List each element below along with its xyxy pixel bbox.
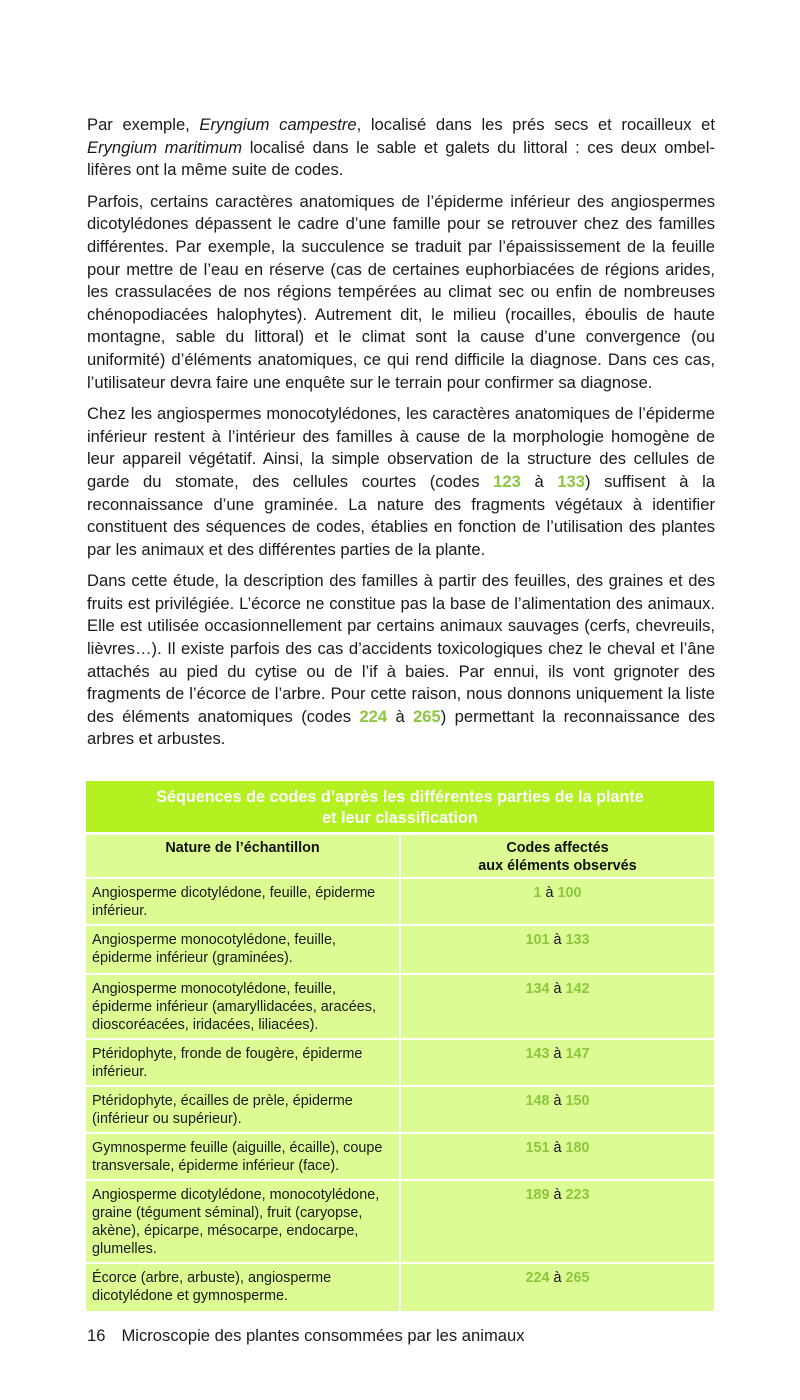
p4-text-3: ) permettant la reconnaissance des arbres et arbustes. bbox=[87, 706, 715, 749]
code-range bbox=[400, 1263, 714, 1311]
code-sep: à bbox=[553, 1187, 562, 1203]
table-row bbox=[86, 1039, 714, 1086]
p1-text-2: , localisé dans les prés secs et rocailleux et bbox=[356, 115, 715, 134]
table-row bbox=[86, 1086, 714, 1133]
column-header-nature: Nature de l’échantillon bbox=[86, 834, 400, 879]
body-text bbox=[87, 114, 715, 760]
p3-text-2: à bbox=[520, 471, 558, 491]
code-sep: à bbox=[553, 1270, 562, 1286]
table-title-line-1: Séquences de codes d’après les différentes parties de la plante bbox=[156, 788, 644, 806]
p1-species-1: Eryngium campestre bbox=[199, 115, 357, 134]
code-to: 180 bbox=[565, 1140, 590, 1156]
code-range bbox=[400, 1133, 714, 1180]
code-from: 101 bbox=[525, 932, 550, 948]
code-from: 224 bbox=[525, 1270, 550, 1286]
code-to: 100 bbox=[557, 885, 582, 901]
code-from: 143 bbox=[525, 1046, 550, 1062]
code-to: 223 bbox=[565, 1187, 590, 1203]
p1-text-1: Par exemple, bbox=[87, 115, 200, 134]
code-from: 189 bbox=[525, 1187, 550, 1203]
sample-nature: Ptéridophyte, écailles de prèle, épiderme (inférieur ou supérieur). bbox=[86, 1086, 400, 1133]
p4-code-265: 265 bbox=[413, 706, 441, 726]
code-sep: à bbox=[553, 932, 562, 948]
table-title-line-2: et leur classification bbox=[322, 808, 478, 827]
code-sep: à bbox=[553, 1046, 562, 1062]
sample-nature: Ptéridophyte, fronde de fougère, épiderme inférieur. bbox=[86, 1039, 400, 1086]
code-sep: à bbox=[553, 1093, 562, 1109]
code-to: 133 bbox=[565, 932, 590, 948]
code-range bbox=[400, 925, 714, 974]
code-range bbox=[400, 974, 714, 1039]
table-row bbox=[86, 1263, 714, 1311]
p4-text-1: Dans cette étude, la description des familles à partir des feuilles, des graines et des fruits est privilégiée. L’écorce ne constitue pas la base de l’alimentation des animaux. Elle est utilisée occasionnellement par certains animaux sauvages (cerfs, chevreuils, lièvres…). Il existe parfois des cas d’accidents toxicologiques chez le cheval et l’âne attachés au pied du cytise ou de l’if à baies. Par ennui, ils vont grignoter des fragments de l’écorce de l’arbre. Pour cette raison, nous donnons uniquement la liste des éléments anatomiques (codes bbox=[87, 571, 715, 726]
paragraph-2: Parfois, certains caractères anatomiques de l’épiderme inférieur des angiospermes dicotylédones dépassent le cadre d’une famille pour se retrouver chez des familles différentes. Par exemple, la succulence se traduit par l’épaississement de la feuille pour mettre de l’eau en réserve (cas de certaines euphorbiacées de régions arides, les crassulacées de nos régions tempérées au climat sec ou enfin de nombreuses chénopodiacées halophytes). Autrement dit, le milieu (rocailles, éboulis de haute montagne, sable du littoral) et le climat sont la cause d’une convergence (ou uniformité) d’éléments anatomiques, ce qui rend difficile la diagnose. Dans ces cas, l’utilisateur devra faire une enquête sur le terrain pour confirmer sa diagnose. bbox=[87, 191, 715, 392]
code-range bbox=[400, 1086, 714, 1133]
code-sep: à bbox=[553, 981, 562, 997]
code-range bbox=[400, 878, 714, 925]
code-sequences-table bbox=[86, 781, 714, 1311]
sample-nature: Angiosperme dicotylédone, monocotylédone, graine (tégument séminal), fruit (caryopse, akène), épicarpe, mésocarpe, endocarpe, glumelles. bbox=[86, 1180, 400, 1263]
code-from: 148 bbox=[525, 1093, 550, 1109]
p1-species-2: Eryngium maritimum bbox=[87, 137, 243, 157]
code-to: 265 bbox=[565, 1270, 590, 1286]
table-row bbox=[86, 925, 714, 974]
code-range bbox=[400, 1180, 714, 1263]
column-header-codes-line-1: Codes affectés bbox=[506, 840, 609, 856]
sample-nature: Gymnosperme feuille (aiguille, écaille), coupe transversale, épiderme inférieur (face). bbox=[86, 1133, 400, 1180]
code-to: 147 bbox=[565, 1046, 590, 1062]
table-row bbox=[86, 1133, 714, 1180]
code-sep: à bbox=[553, 1140, 562, 1156]
paragraph-1 bbox=[87, 114, 715, 182]
sample-nature: Écorce (arbre, arbuste), angiosperme dicotylédone et gymnosperme. bbox=[86, 1263, 400, 1311]
p3-text-3: ) suffisent à la reconnaissance d’une graminée. La nature des fragments végétaux à identifier constituent des séquences de codes, établies en fonction de l’utilisation des plantes par les animaux et des différentes parties de la plante. bbox=[87, 471, 716, 559]
column-header-codes bbox=[400, 834, 714, 879]
p4-code-224: 224 bbox=[359, 706, 388, 726]
code-range bbox=[400, 1039, 714, 1086]
sample-nature: Angiosperme monocotylédone, feuille, épiderme inférieur (amaryllidacées, aracées, dioscoréacées, iridacées, liliacées). bbox=[86, 974, 400, 1039]
table-row bbox=[86, 1180, 714, 1263]
code-to: 150 bbox=[565, 1093, 590, 1109]
code-from: 151 bbox=[525, 1140, 550, 1156]
sample-nature: Angiosperme monocotylédone, feuille, épiderme inférieur (graminées). bbox=[86, 925, 400, 974]
code-to: 142 bbox=[565, 981, 590, 997]
table-row bbox=[86, 878, 714, 925]
running-title: Microscopie des plantes consommées par les animaux bbox=[121, 1326, 525, 1345]
sample-nature: Angiosperme dicotylédone, feuille, épiderme inférieur. bbox=[86, 878, 400, 925]
code-sep: à bbox=[545, 885, 554, 901]
paragraph-3 bbox=[87, 403, 715, 561]
p4-text-2: à bbox=[387, 706, 414, 726]
p3-text-1: Chez les angiospermes monocotylédones, les caractères anatomiques de l’épiderme inférieur restent à l’intérieur des familles à cause de la morphologie homogène de leur appareil végétatif. Ainsi, la simple observation de la structure des cellules de garde du stomate, des cellules courtes (codes bbox=[87, 404, 715, 491]
page-number: 16 bbox=[87, 1326, 106, 1345]
p3-code-123: 123 bbox=[493, 471, 521, 491]
table-row bbox=[86, 974, 714, 1039]
p1-text-3: localisé dans le sable et galets du littoral : ces deux ombellifères ont la même suite de codes. bbox=[87, 137, 715, 180]
code-from: 1 bbox=[533, 885, 542, 901]
column-header-codes-line-2: aux éléments observés bbox=[478, 858, 637, 874]
page-footer bbox=[87, 1326, 525, 1346]
code-from: 134 bbox=[525, 981, 550, 997]
p3-code-133: 133 bbox=[557, 471, 585, 491]
table-title bbox=[86, 781, 714, 834]
paragraph-4 bbox=[87, 570, 715, 751]
